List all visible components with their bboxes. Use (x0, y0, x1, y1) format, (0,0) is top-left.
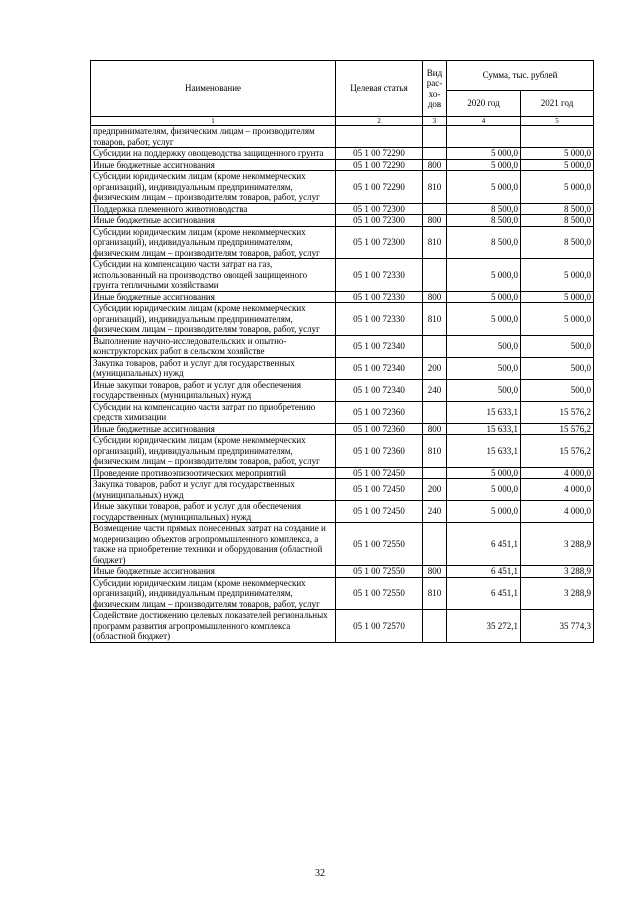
row-article: 05 1 00 72450 (336, 501, 423, 523)
row-sum-2021: 15 576,2 (521, 435, 594, 468)
row-sum-2020: 6 451,1 (447, 566, 521, 578)
row-article: 05 1 00 72340 (336, 357, 423, 379)
table-row (91, 479, 594, 501)
table-row (91, 501, 594, 523)
row-name: Субсидии юридическим лицам (кроме некоммерческих организаций), индивидуальным предпринимателям, физическим лицам – производителям товаров, работ, услуг (91, 171, 336, 204)
table-row (91, 435, 594, 468)
row-sum-2020: 35 272,1 (447, 610, 521, 643)
row-sum-2021: 15 576,2 (521, 401, 594, 423)
header-sum: Сумма, тыс. рублей (447, 61, 594, 91)
row-sum-2021: 3 288,9 (521, 577, 594, 610)
row-expense-type: 240 (423, 379, 447, 401)
header-vid: Вид рас-хо-дов (423, 61, 447, 117)
row-sum-2020: 15 633,1 (447, 423, 521, 435)
row-article: 05 1 00 72360 (336, 423, 423, 435)
row-sum-2020: 5 000,0 (447, 148, 521, 160)
row-sum-2020: 5 000,0 (447, 467, 521, 479)
table-row (91, 523, 594, 566)
row-article: 05 1 00 72550 (336, 566, 423, 578)
row-article: 05 1 00 72300 (336, 203, 423, 215)
row-sum-2021 (521, 126, 594, 148)
row-article: 05 1 00 72330 (336, 303, 423, 336)
table-row (91, 203, 594, 215)
row-expense-type: 800 (423, 566, 447, 578)
header-name: Наименование (91, 61, 336, 117)
row-expense-type: 810 (423, 171, 447, 204)
row-name: Субсидии юридическим лицам (кроме некоммерческих организаций), индивидуальным предпринимателям, физическим лицам – производителям товаров, работ, услуг (91, 226, 336, 259)
row-article: 05 1 00 72290 (336, 148, 423, 160)
table-row (91, 148, 594, 160)
row-sum-2021: 3 288,9 (521, 566, 594, 578)
row-article: 05 1 00 72360 (336, 401, 423, 423)
row-sum-2020: 6 451,1 (447, 577, 521, 610)
row-article: 05 1 00 72330 (336, 259, 423, 292)
row-sum-2020: 8 500,0 (447, 203, 521, 215)
row-expense-type: 810 (423, 226, 447, 259)
row-article: 05 1 00 72450 (336, 479, 423, 501)
row-sum-2020: 5 000,0 (447, 303, 521, 336)
row-name: Содействие достижению целевых показателей региональных программ развития агропромышленного комплекса (областной бюджет) (91, 610, 336, 643)
row-sum-2020: 500,0 (447, 379, 521, 401)
row-sum-2021: 15 576,2 (521, 423, 594, 435)
row-article: 05 1 00 72330 (336, 291, 423, 303)
row-sum-2020: 500,0 (447, 335, 521, 357)
row-expense-type (423, 610, 447, 643)
table-row (91, 357, 594, 379)
row-expense-type (423, 401, 447, 423)
table-row (91, 577, 594, 610)
row-sum-2020: 8 500,0 (447, 226, 521, 259)
row-name: Иные бюджетные ассигнования (91, 159, 336, 171)
row-expense-type: 810 (423, 577, 447, 610)
row-article: 05 1 00 72300 (336, 226, 423, 259)
table-row (91, 226, 594, 259)
table-row (91, 259, 594, 292)
row-sum-2021: 500,0 (521, 357, 594, 379)
table-row (91, 610, 594, 643)
row-name: Возмещение части прямых понесенных затрат на создание и модернизацию объектов агропромышленного комплекса, а также на приобретение техники и оборудования (областной бюджет) (91, 523, 336, 566)
row-expense-type: 810 (423, 435, 447, 468)
page-number: 32 (315, 868, 325, 879)
row-expense-type: 800 (423, 215, 447, 227)
row-name: Субсидии юридическим лицам (кроме некоммерческих организаций), индивидуальным предпринимателям, физическим лицам – производителям товаров, работ, услуг (91, 435, 336, 468)
row-name: предпринимателям, физическим лицам – производителям товаров, работ, услуг (91, 126, 336, 148)
row-article: 05 1 00 72570 (336, 610, 423, 643)
row-name: Субсидии на компенсацию части затрат по приобретению средств химизации (91, 401, 336, 423)
row-sum-2020: 6 451,1 (447, 523, 521, 566)
column-index: 4 (447, 117, 521, 126)
table-row (91, 335, 594, 357)
row-article: 05 1 00 72550 (336, 523, 423, 566)
row-expense-type: 200 (423, 479, 447, 501)
row-article: 05 1 00 72450 (336, 467, 423, 479)
row-expense-type: 240 (423, 501, 447, 523)
row-sum-2021: 5 000,0 (521, 148, 594, 160)
row-sum-2021: 500,0 (521, 335, 594, 357)
table-row (91, 303, 594, 336)
row-expense-type (423, 467, 447, 479)
row-expense-type (423, 335, 447, 357)
column-index: 1 (91, 117, 336, 126)
row-name: Закупка товаров, работ и услуг для государственных (муниципальных) нужд (91, 479, 336, 501)
row-name: Субсидии юридическим лицам (кроме некоммерческих организаций), индивидуальным предпринимателям, физическим лицам – производителям товаров, работ, услуг (91, 303, 336, 336)
table-row (91, 215, 594, 227)
row-sum-2020: 8 500,0 (447, 215, 521, 227)
row-expense-type (423, 523, 447, 566)
header-article: Целевая статья (336, 61, 423, 117)
row-expense-type (423, 203, 447, 215)
row-sum-2021: 8 500,0 (521, 215, 594, 227)
row-sum-2021: 4 000,0 (521, 479, 594, 501)
row-sum-2021: 4 000,0 (521, 501, 594, 523)
row-sum-2020: 5 000,0 (447, 479, 521, 501)
row-sum-2020: 15 633,1 (447, 435, 521, 468)
row-sum-2021: 5 000,0 (521, 171, 594, 204)
row-sum-2021: 5 000,0 (521, 303, 594, 336)
column-index: 3 (423, 117, 447, 126)
row-name: Поддержка племенного животноводства (91, 203, 336, 215)
row-sum-2020: 5 000,0 (447, 259, 521, 292)
row-sum-2020: 5 000,0 (447, 159, 521, 171)
column-index-row (91, 117, 594, 126)
table-row (91, 467, 594, 479)
header-year-2021: 2021 год (521, 91, 594, 117)
table-row (91, 566, 594, 578)
row-expense-type: 810 (423, 303, 447, 336)
row-sum-2021: 3 288,9 (521, 523, 594, 566)
row-sum-2021: 8 500,0 (521, 203, 594, 215)
row-sum-2021: 4 000,0 (521, 467, 594, 479)
row-name: Иные бюджетные ассигнования (91, 566, 336, 578)
row-sum-2021: 5 000,0 (521, 259, 594, 292)
row-article (336, 126, 423, 148)
row-sum-2020 (447, 126, 521, 148)
row-expense-type: 800 (423, 159, 447, 171)
row-name: Субсидии на компенсацию части затрат на газ, использованный на производство овощей защищенного грунта тепличными хозяйствами (91, 259, 336, 292)
row-article: 05 1 00 72550 (336, 577, 423, 610)
row-sum-2021: 35 774,3 (521, 610, 594, 643)
table-row (91, 171, 594, 204)
table-body (91, 126, 594, 643)
row-sum-2020: 15 633,1 (447, 401, 521, 423)
row-article: 05 1 00 72360 (336, 435, 423, 468)
budget-table (90, 60, 594, 643)
row-name: Иные закупки товаров, работ и услуг для обеспечения государственных (муниципальных) нужд (91, 501, 336, 523)
row-name: Проведение противоэпизоотических мероприятий (91, 467, 336, 479)
row-expense-type (423, 148, 447, 160)
row-article: 05 1 00 72290 (336, 171, 423, 204)
row-name: Иные бюджетные ассигнования (91, 423, 336, 435)
row-expense-type: 800 (423, 423, 447, 435)
table-row (91, 401, 594, 423)
row-name: Выполнение научно-исследовательских и опытно-конструкторских работ в сельском хозяйстве (91, 335, 336, 357)
row-article: 05 1 00 72340 (336, 379, 423, 401)
row-name: Закупка товаров, работ и услуг для государственных (муниципальных) нужд (91, 357, 336, 379)
column-index: 5 (521, 117, 594, 126)
row-sum-2020: 5 000,0 (447, 171, 521, 204)
row-article: 05 1 00 72340 (336, 335, 423, 357)
table-row (91, 423, 594, 435)
row-expense-type: 200 (423, 357, 447, 379)
table-row (91, 126, 594, 148)
row-sum-2020: 5 000,0 (447, 501, 521, 523)
row-name: Субсидии юридическим лицам (кроме некоммерческих организаций), индивидуальным предпринимателям, физическим лицам – производителям товаров, работ, услуг (91, 577, 336, 610)
column-index: 2 (336, 117, 423, 126)
row-sum-2021: 5 000,0 (521, 291, 594, 303)
row-name: Иные закупки товаров, работ и услуг для обеспечения государственных (муниципальных) нужд (91, 379, 336, 401)
row-sum-2020: 500,0 (447, 357, 521, 379)
row-name: Субсидии на поддержку овощеводства защищенного грунта (91, 148, 336, 160)
row-expense-type (423, 126, 447, 148)
row-article: 05 1 00 72300 (336, 215, 423, 227)
header-year-2020: 2020 год (447, 91, 521, 117)
row-sum-2021: 5 000,0 (521, 159, 594, 171)
row-article: 05 1 00 72290 (336, 159, 423, 171)
row-sum-2020: 5 000,0 (447, 291, 521, 303)
row-sum-2021: 500,0 (521, 379, 594, 401)
table-header (91, 61, 594, 126)
table-row (91, 291, 594, 303)
row-expense-type (423, 259, 447, 292)
row-name: Иные бюджетные ассигнования (91, 291, 336, 303)
table-row (91, 379, 594, 401)
row-name: Иные бюджетные ассигнования (91, 215, 336, 227)
row-expense-type: 800 (423, 291, 447, 303)
table-row (91, 159, 594, 171)
row-sum-2021: 8 500,0 (521, 226, 594, 259)
